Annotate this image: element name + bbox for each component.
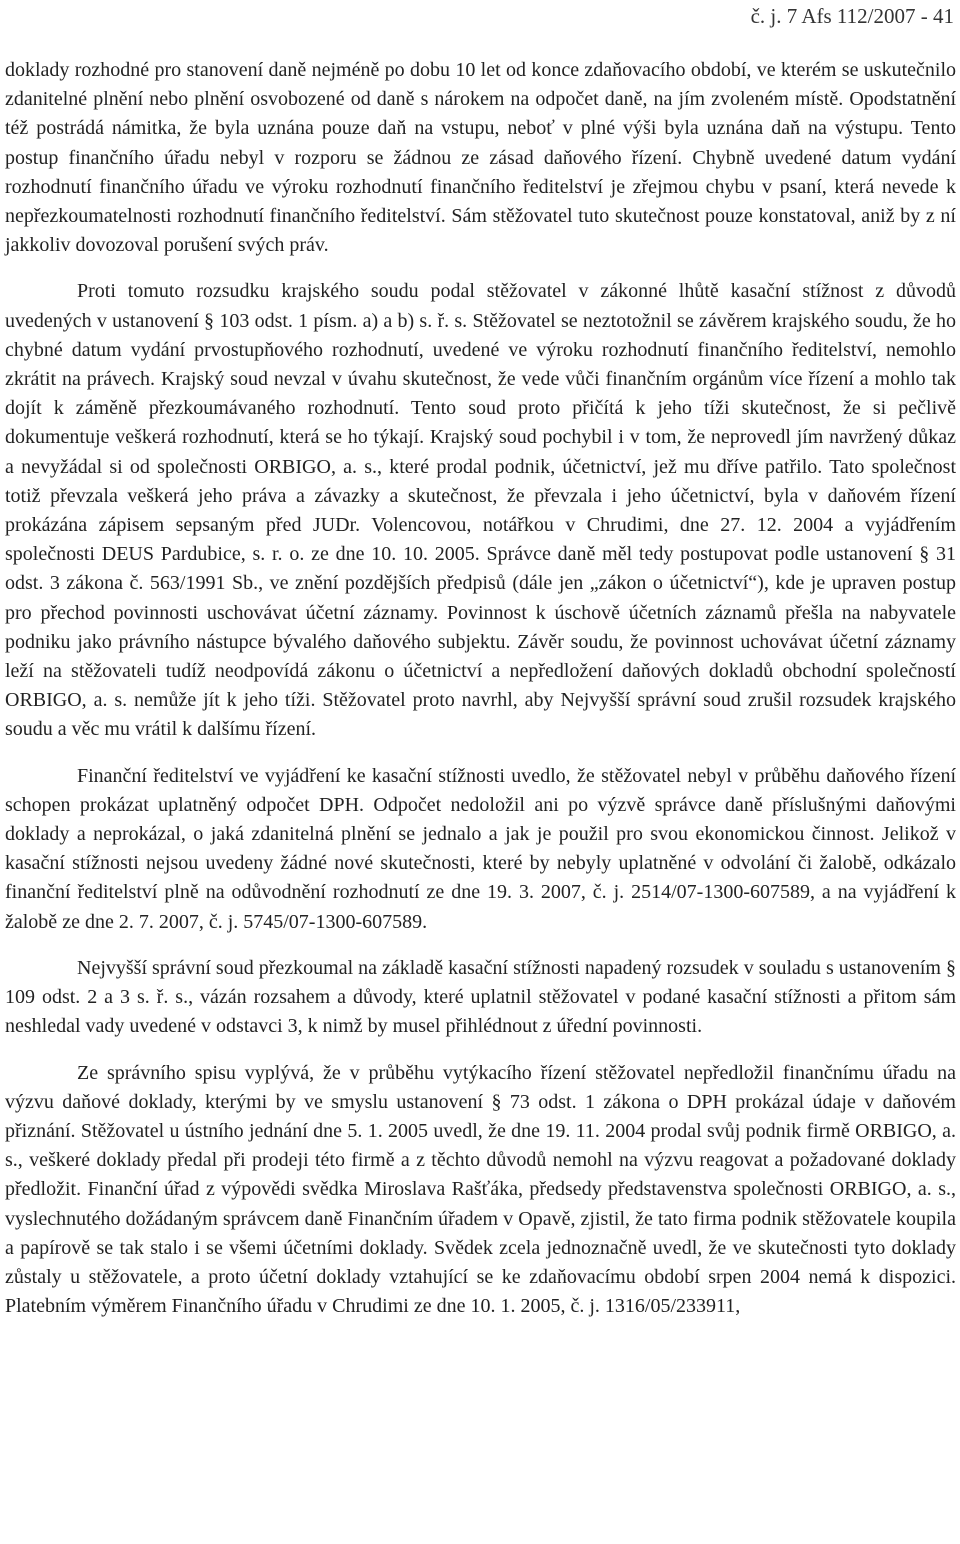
paragraph-administrative-file: Ze správního spisu vyplývá, že v průběhu vytýkacího řízení stěžovatel nepředložil finančnímu úřadu na výzvu daňové doklady, kterými by ve smyslu ustanovení § 73 odst. 1 zákona o DPH prokázal údaje v daňovém přiznání. Stěžovatel u ústního jednání dne 5. 1. 2005 uvedl, že dne 19. 11. 2004 prodal svůj podnik firmě ORBIGO, a. s., veškeré doklady předal při prodeji této firmě a z těchto důvodů nemohl na výzvu reagovat a požadované doklady předložit. Finanční úřad z výpovědi svědka Miroslava Rašťáka, předsedy představenstva společnosti ORBIGO, a. s., vyslechnutého dožádaným správcem daně Finančním úřadem v Opavě, zjistil, že tato firma podnik stěžovatele koupila a papírově se tak stalo i se všemi účetními doklady. Svědek zcela jednoznačně uvedl, že ve skutečnosti tyto doklady zůstaly u stěžovatele, a proto účetní doklady vztahující se ke zdaňovacímu období srpen 2004 nemá k dispozici. Platebním výměrem Finančního úřadu v Chrudimi ze dne 10. 1. 2005, č. j. 1316/05/233911, xyxy=(5,1061,956,1318)
case-reference-header: č. j. 7 Afs 112/2007 - 41 xyxy=(750,4,954,28)
paragraph-cassation-complaint: Proti tomuto rozsudku krajského soudu podal stěžovatel v zákonné lhůtě kasační stížnost z důvodů uvedených v ustanovení § 103 odst. 1 písm. a) a b) s. ř. s. Stěžovatel se neztotožnil se závěrem krajského soudu, že ho chybné datum vydání prvostupňového rozhodnutí, uvedené ve výroku rozhodnutí finančního ředitelství, nemohlo zkrátit na právech. Krajský soud nevzal v úvahu skutečnost, že vede vůči finančním orgánům více řízení a mohlo tak dojít k záměně přezkoumávaného rozhodnutí. Tento soud proto přičítá k jeho tíži skutečnost, že si pečlivě dokumentuje veškerá rozhodnutí, která se ho týkají. Krajský soud pochybil i v tom, že neprovedl jím navržený důkaz a nevyžádal si od společnosti ORBIGO, a. s., které prodal podnik, účetnictví, jež mu dříve patřilo. Tato společnost totiž převzala veškerá jeho práva a závazky a skutečnost, že převzala i jeho účetnictví, byla v daňovém řízení prokázána zápisem sepsaným před JUDr. Volencovou, notářkou v Chrudimi, dne 27. 12. 2004 a vyjádřením společnosti DEUS Pardubice, s. r. o. ze dne 10. 10. 2005. Správce daně měl tedy postupovat podle ustanovení § 31 odst. 3 zákona č. 563/1991 Sb., ve znění pozdějších předpisů (dále jen „zákon o účetnictví“), kde je upraven postup pro přechod povinnosti uschovávat účetní záznamy. Povinnost k úschově účetních záznamů přešla na nabyvatele podniku jako právního nástupce bývalého daňového subjektu. Závěr soudu, že povinnost uchovávat účetní záznamy leží na stěžovateli tudíž neodpovídá zákonu o účetnictví a nepředložení daňových dokladů obchodní společností ORBIGO, a. s. nemůže jít k jeho tíži. Stěžovatel proto navrhl, aby Nejvyšší správní soud zrušil rozsudek krajského soudu a věc mu vrátil k dalšímu řízení. xyxy=(5,280,956,741)
paragraph-financial-directorate-response: Finanční ředitelství ve vyjádření ke kasační stížnosti uvedlo, že stěžovatel nebyl v průběhu daňového řízení schopen prokázat uplatněný odpočet DPH. Odpočet nedoložil ani po výzvě správce daně příslušnými daňovými doklady a neprokázal, o jaká zdanitelná plnění se jednalo a jak je použil pro svou ekonomickou činnost. Jelikož v kasační stížnosti nejsou uvedeny žádné nové skutečnosti, které by nebyly uplatněné v odvolání či žalobě, odkázalo finanční ředitelství plně na odůvodnění rozhodnutí ze dne 19. 3. 2007, č. j. 2514/07-1300-607589, a na vyjádření k žalobě ze dne 2. 7. 2007, č. j. 5745/07-1300-607589. xyxy=(5,764,956,933)
paragraph-court-review: Nejvyšší správní soud přezkoumal na základě kasační stížnosti napadený rozsudek v souladu s ustanovením § 109 odst. 2 a 3 s. ř. s., vázán rozsahem a důvody, které uplatnil stěžovatel v podané kasační stížnosti a přitom sám neshledal vady uvedené v odstavci 3, k nimž by musel přihlédnout z úřední povinnosti. xyxy=(5,956,956,1038)
document-body xyxy=(5,56,956,1321)
paragraph-continuation: doklady rozhodné pro stanovení daně nejméně po dobu 10 let od konce zdaňovacího období, ve kterém se uskutečnilo zdanitelné plnění nebo plnění osvobozené od daně s nárokem na odpočet daně, na jím zvoleném místě. Opodstatnění též postrádá námitka, že byla uznána pouze daň na vstupu, neboť v plné výši byla uznána daň na výstupu. Tento postup finančního úřadu nebyl v rozporu se žádnou ze zásad daňového řízení. Chybně uvedené datum vydání rozhodnutí finančního úřadu ve výroku rozhodnutí finančního ředitelství je zřejmou chybu v psaní, která nevede k nepřezkoumatelnosti rozhodnutí finančního ředitelství. Sám stěžovatel tuto skutečnost pouze konstatoval, aniž by z ní jakkoliv dovozoval porušení svých práv. xyxy=(5,59,956,257)
